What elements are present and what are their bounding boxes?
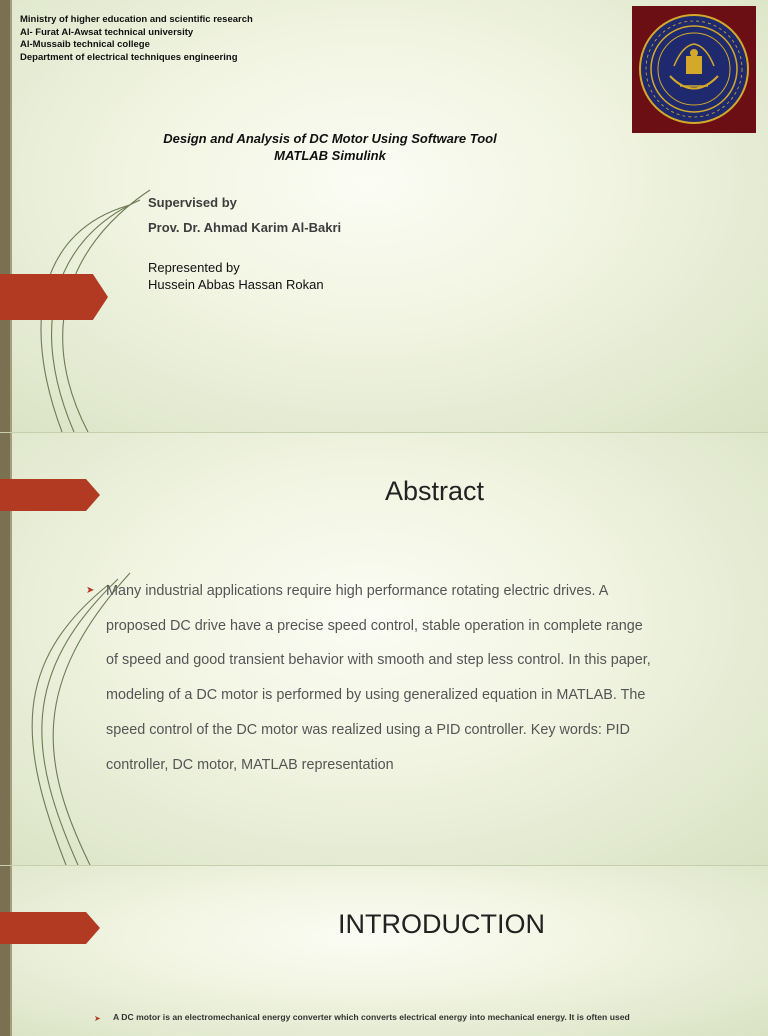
arrow-bullet-icon: ➤ xyxy=(94,1014,101,1023)
presenter-name: Hussein Abbas Hassan Rokan xyxy=(148,277,324,292)
accent-arrow-shape xyxy=(0,274,108,320)
title-slide xyxy=(0,0,768,432)
accent-arrow-shape xyxy=(0,912,100,944)
university-logo xyxy=(632,6,756,133)
supervisor-name: Prov. Dr. Ahmad Karim Al-Bakri xyxy=(148,220,342,235)
university-seal-icon xyxy=(632,6,756,133)
abstract-line: proposed DC drive have a precise speed control, stable operation in complete range xyxy=(106,617,643,634)
presentation-title xyxy=(130,130,530,164)
introduction-slide xyxy=(0,866,768,1036)
decorative-swoosh xyxy=(0,0,160,432)
abstract-line: Many industrial applications require high performance rotating electric drives. A xyxy=(106,583,609,599)
abstract-line: controller, DC motor, MATLAB representation xyxy=(106,756,394,773)
institution-line: Department of electrical techniques engineering xyxy=(20,51,238,63)
slide-divider xyxy=(0,432,768,433)
represented-label: Represented by xyxy=(148,260,240,275)
introduction-heading: INTRODUCTION xyxy=(338,909,545,939)
arrow-bullet-icon: ➤ xyxy=(86,585,95,596)
slide-left-stripe xyxy=(0,866,10,1036)
abstract-line: speed control of the DC motor was realized using a PID controller. Key words: PID xyxy=(106,721,630,738)
institution-block xyxy=(20,14,253,64)
institution-line: Ministry of higher education and scientific research xyxy=(20,14,253,25)
abstract-paragraph xyxy=(106,574,726,782)
title-line: MATLAB Simulink xyxy=(274,148,386,163)
introduction-first-line: A DC motor is an electromechanical energy converter which converts electrical energy into mechanical energy. It is often used xyxy=(113,1012,630,1022)
title-line: Design and Analysis of DC Motor Using Software Tool xyxy=(163,131,497,146)
accent-arrow-shape xyxy=(0,479,100,511)
institution-line: Al- Furat Al-Awsat technical university xyxy=(20,26,194,38)
abstract-line: modeling of a DC motor is performed by using generalized equation in MATLAB. The xyxy=(106,687,646,704)
institution-line: Al-Mussaib technical college xyxy=(20,39,150,50)
abstract-line: of speed and good transient behavior with smooth and step less control. In this paper, xyxy=(106,652,651,669)
abstract-heading: Abstract xyxy=(385,476,485,506)
supervised-label: Supervised by xyxy=(148,195,237,210)
abstract-slide xyxy=(0,433,768,865)
slide-divider xyxy=(0,865,768,866)
